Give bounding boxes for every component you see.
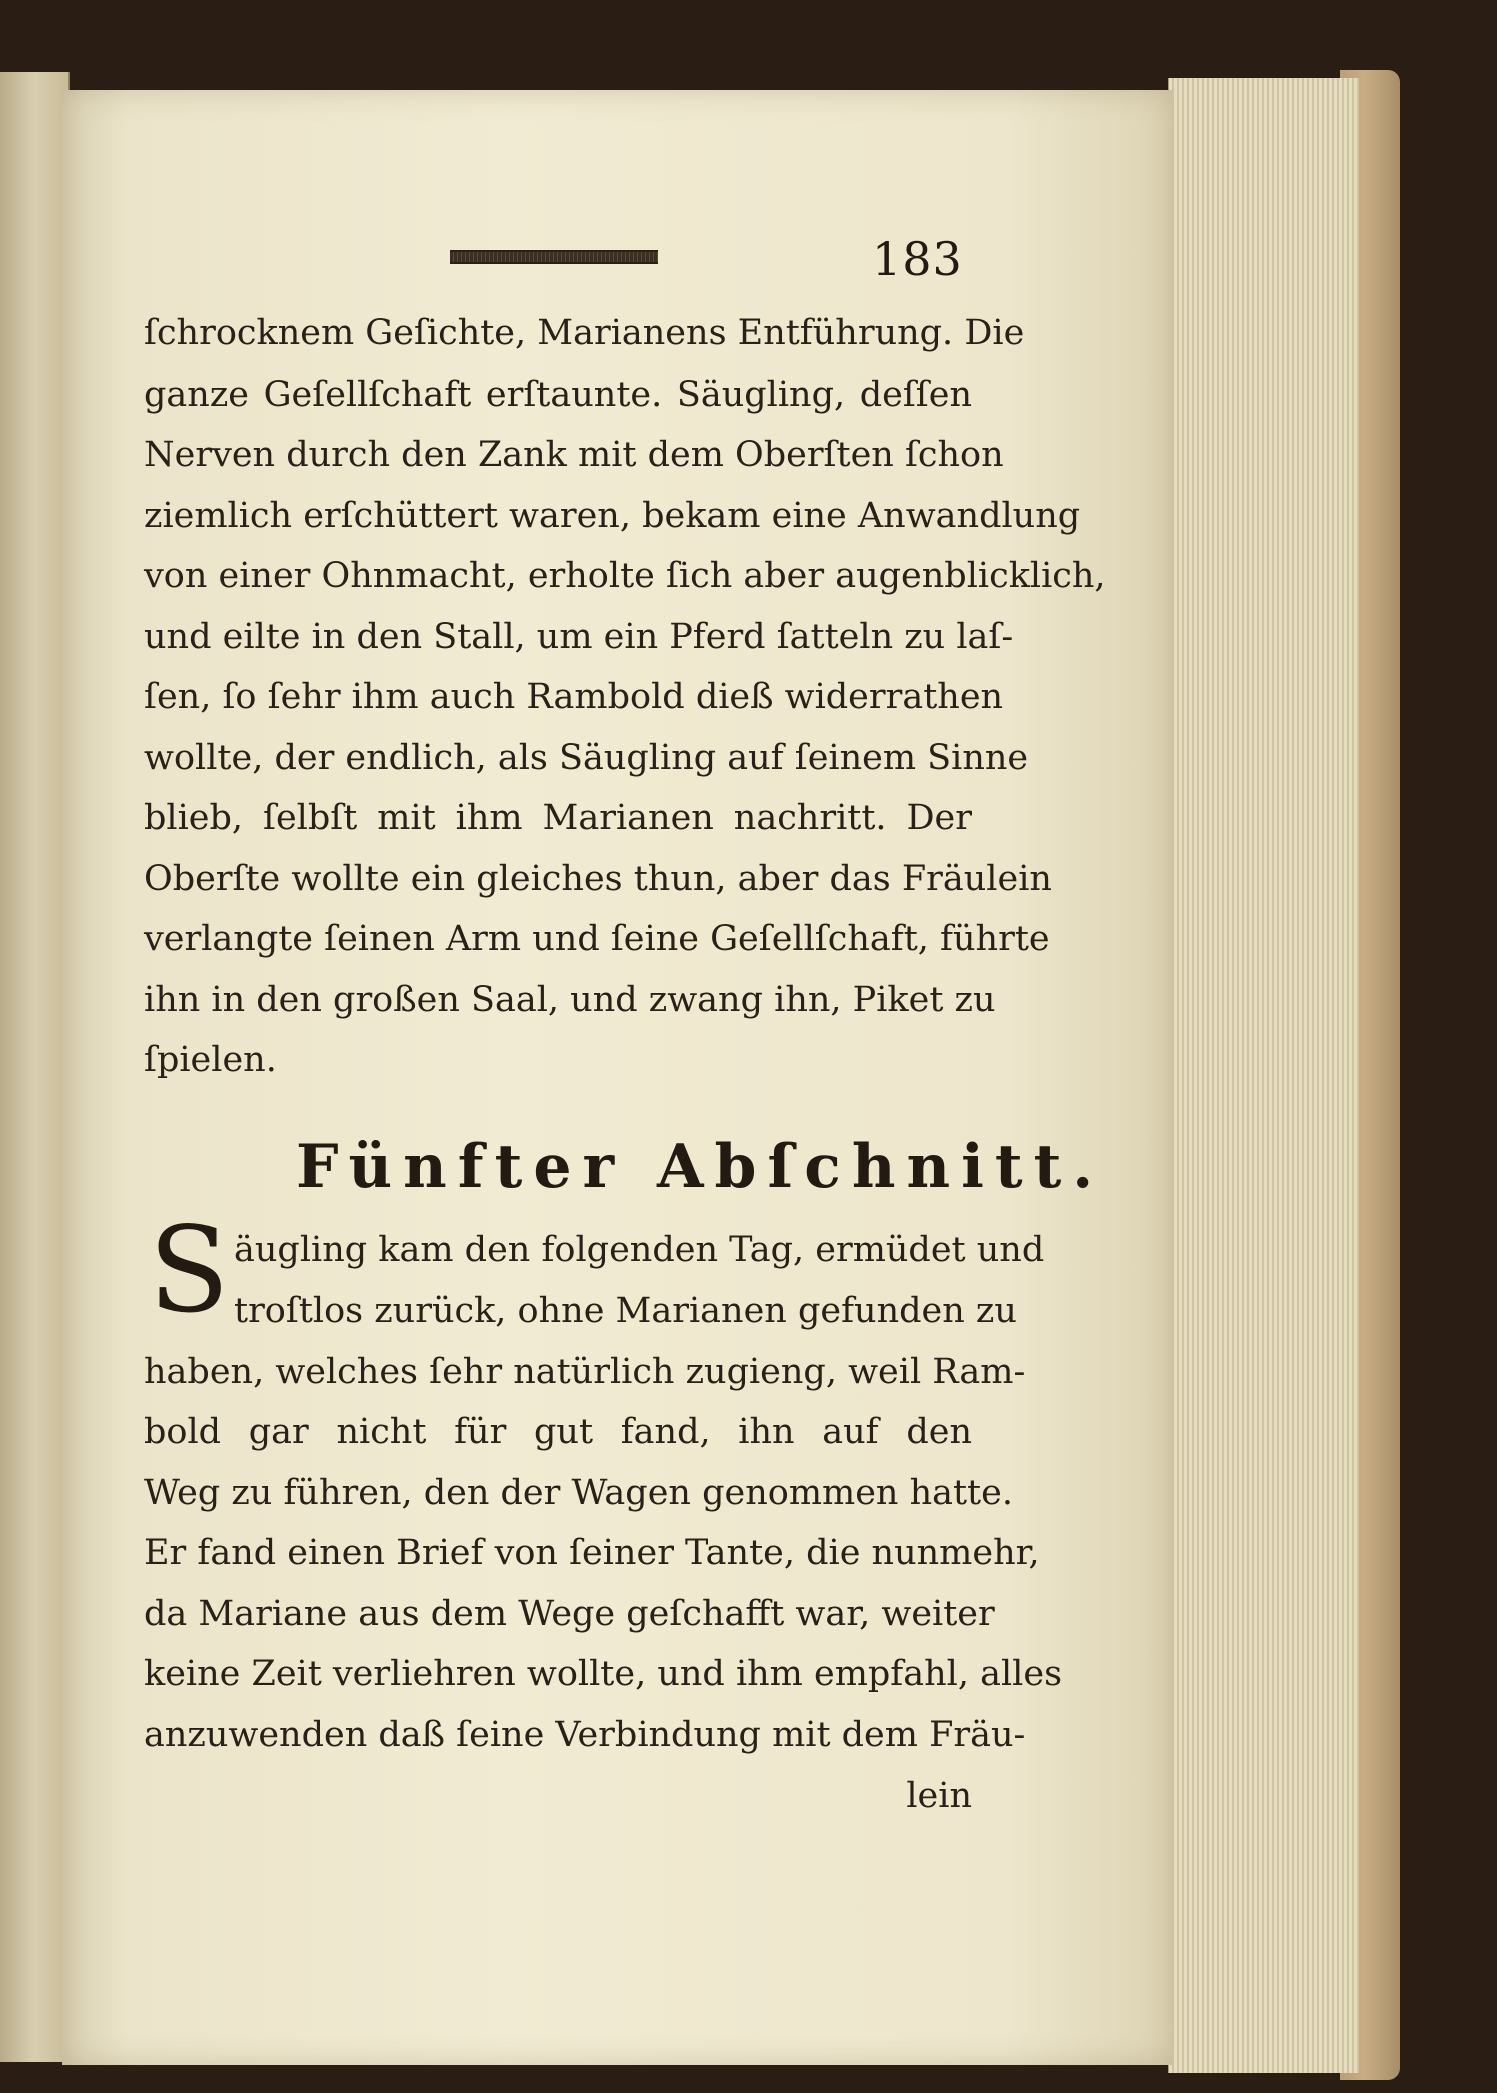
page-stack-edge	[1168, 78, 1359, 2073]
text-line: anzuwenden daß ſeine Verbindung mit dem Fräu-	[144, 1715, 1026, 1755]
text-line: äugling kam den folgenden Tag, ermüdet und	[234, 1230, 1045, 1270]
facing-page-edge	[0, 72, 70, 2062]
text-line: verlangte ſeinen Arm und ſeine Geſellſchaft, führte	[144, 919, 1050, 959]
text-line: bold gar nicht für gut fand, ihn auf den	[144, 1412, 972, 1452]
text-line: troſtlos zurück, ohne Marianen gefunden zu	[234, 1291, 1017, 1331]
text-line: Nerven durch den Zank mit dem Oberſten ſchon	[144, 435, 1004, 475]
text-line: da Mariane aus dem Wege geſchafft war, weiter	[144, 1594, 995, 1634]
header-rule	[450, 250, 658, 264]
text-line: Weg zu führen, den der Wagen genommen hatte.	[144, 1473, 1013, 1513]
text-line: Oberſte wollte ein gleiches thun, aber das Fräulein	[144, 859, 1052, 899]
catchword: lein	[906, 1776, 972, 1816]
text-line: von einer Ohnmacht, erholte ſich aber augenblicklich,	[144, 556, 1106, 596]
page-number: 183	[872, 232, 963, 286]
text-line: ſpielen.	[144, 1040, 277, 1080]
text-line: wollte, der endlich, als Säugling auf ſeinem Sinne	[144, 738, 1029, 778]
section-heading: Fünfter Abſchnitt.	[296, 1132, 1105, 1202]
text-line: und eilte in den Stall, um ein Pferd ſatteln zu laſ-	[144, 617, 1014, 657]
text-line: keine Zeit verliehren wollte, und ihm empfahl, alles	[144, 1654, 1063, 1694]
text-line: ziemlich erſchüttert waren, bekam eine Anwandlung	[144, 496, 1081, 536]
text-line: Er fand einen Brief von ſeiner Tante, die nunmehr,	[144, 1533, 1040, 1573]
drop-cap: S	[148, 1201, 230, 1339]
text-line: blieb, ſelbſt mit ihm Marianen nachritt. Der	[144, 798, 972, 838]
text-line: ihn in den großen Saal, und zwang ihn, Piket zu	[144, 980, 996, 1020]
text-line: ganze Geſellſchaft erſtaunte. Säugling, deſſen	[144, 375, 972, 415]
text-line: ſen, ſo ſehr ihm auch Rambold dieß widerrathen	[144, 677, 1004, 717]
text-line: ſchrocknem Geſichte, Marianens Entführung. Die	[144, 313, 1025, 353]
text-line: haben, welches ſehr natürlich zugieng, weil Ram-	[144, 1352, 1026, 1392]
